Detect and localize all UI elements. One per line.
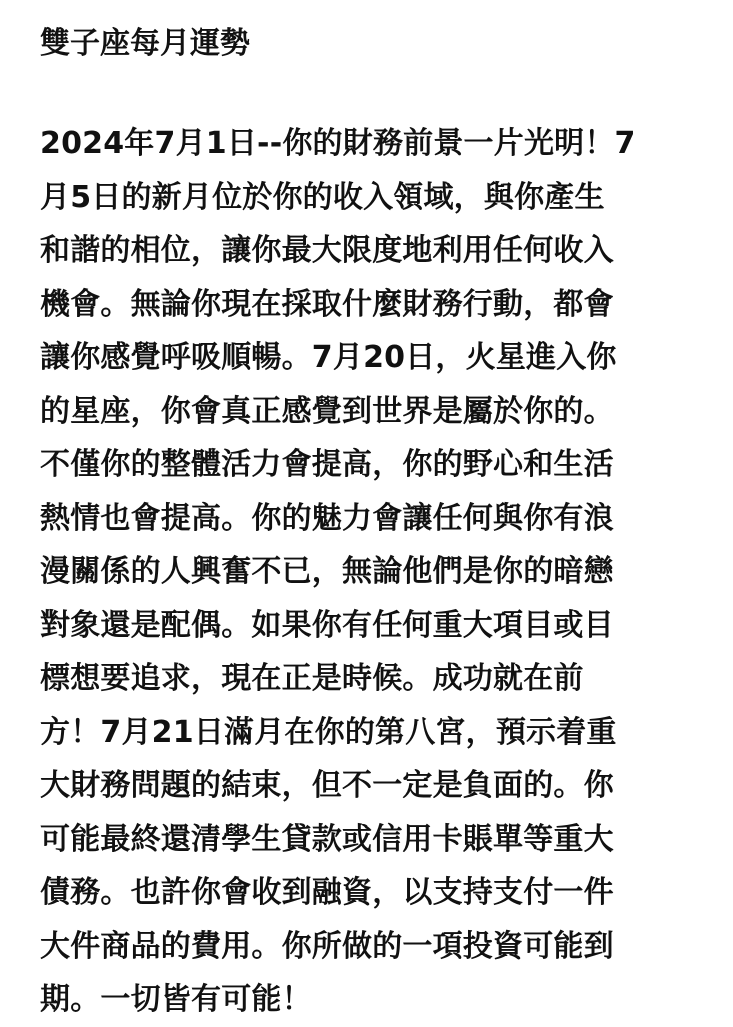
body-line: 不僅你的整體活力會提高，你的野心和生活 <box>40 447 614 482</box>
body-line: 2024年7月1日--你的財務前景一片光明！7 <box>40 126 636 161</box>
body-line: 大件商品的費用。你所做的一項投資可能到 <box>40 928 614 964</box>
body-line: 漫關係的人興奮不已，無論他們是你的暗戀 <box>40 554 614 589</box>
body-line: 期。一切皆有可能！ <box>40 982 312 1017</box>
body-line: 可能最終還清學生貸款或信用卡賬單等重大 <box>40 821 614 857</box>
body-line: 方！7月21日滿月在你的第八宮，預示着重 <box>40 714 617 750</box>
body-line: 債務。也許你會收到融資，以支持支付一件 <box>40 875 614 910</box>
body-line: 讓你感覺呼吸順暢。7月20日，火星進入你 <box>40 340 617 375</box>
horoscope-body <box>40 117 700 1027</box>
body-line: 的星座，你會真正感覺到世界是屬於你的。 <box>40 393 614 429</box>
body-line: 對象還是配偶。如果你有任何重大項目或目 <box>40 607 614 643</box>
body-line: 和諧的相位，讓你最大限度地利用任何收入 <box>40 233 614 268</box>
body-line: 標想要追求，現在正是時候。成功就在前 <box>40 661 584 696</box>
body-line: 熱情也會提高。你的魅力會讓任何與你有浪 <box>40 500 614 536</box>
body-line: 大財務問題的結束，但不一定是負面的。你 <box>40 768 614 803</box>
body-line: 月5日的新月位於你的收入領域，與你產生 <box>40 179 605 215</box>
body-line: 機會。無論你現在採取什麼財務行動，都會 <box>40 286 614 322</box>
page-title: 雙子座每月運勢 <box>40 26 250 61</box>
